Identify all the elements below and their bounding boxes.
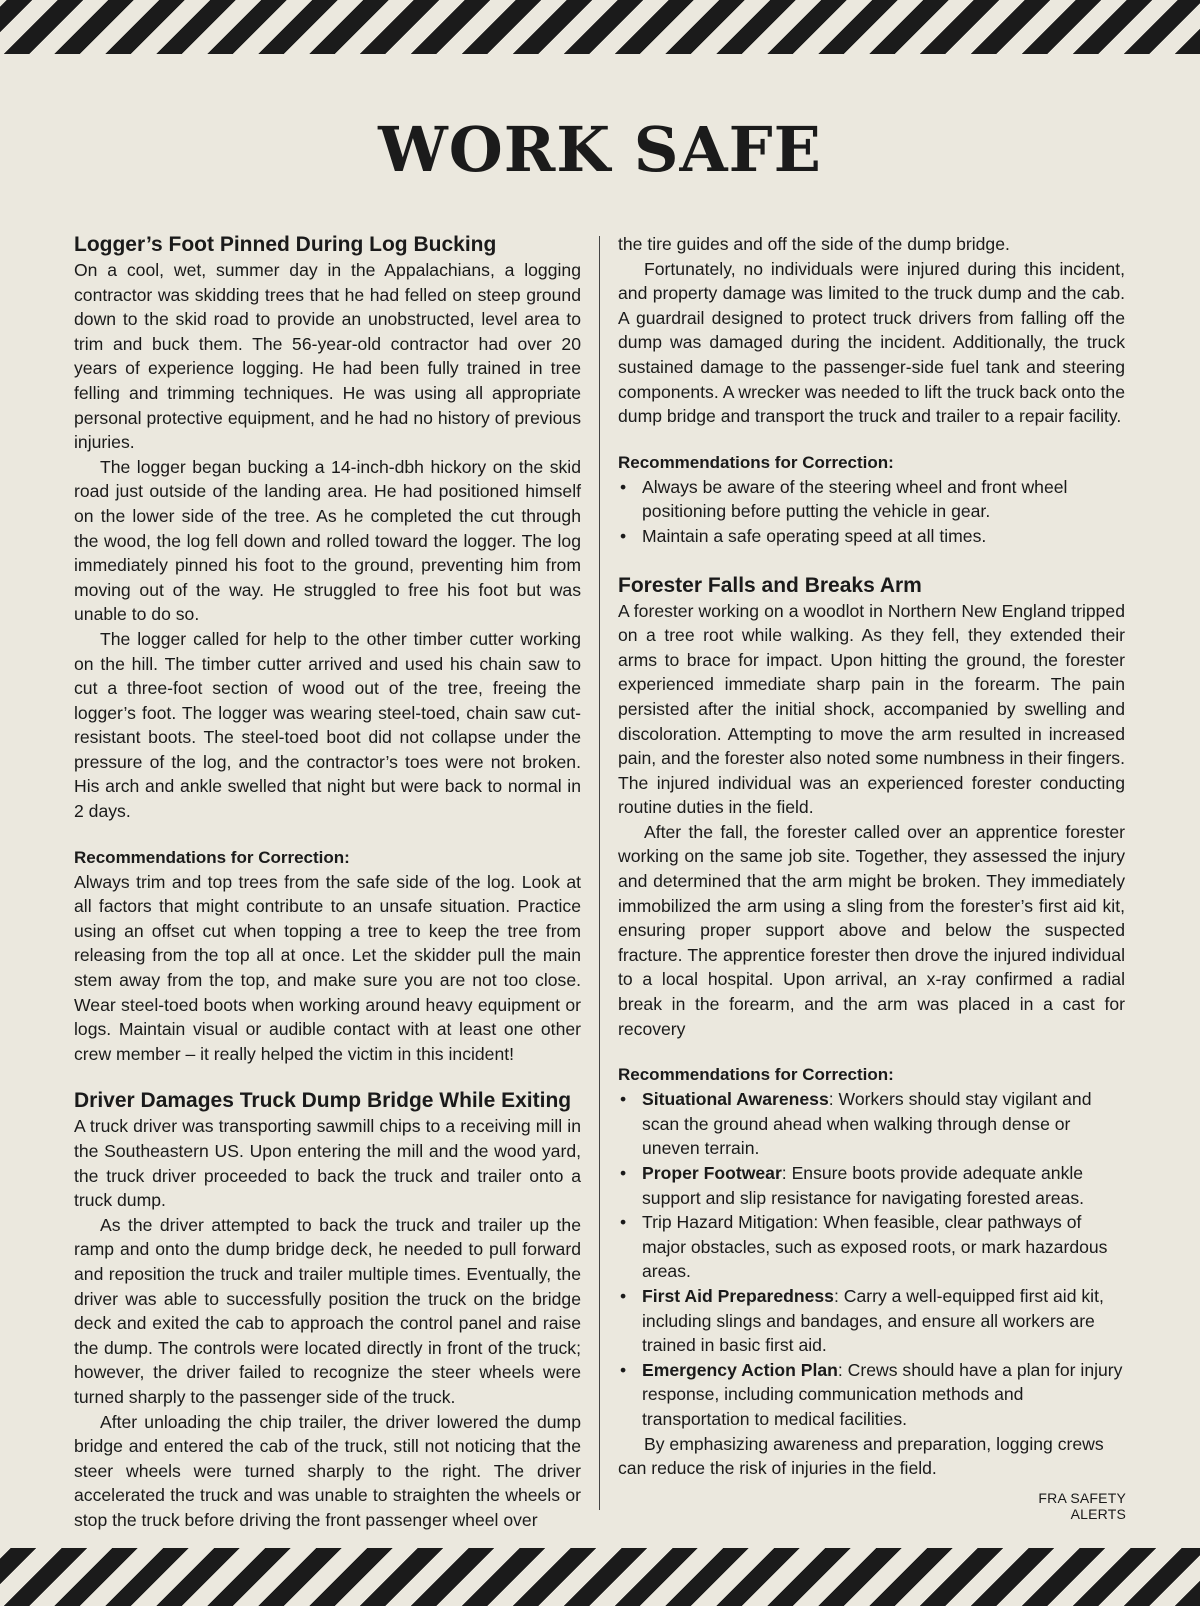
hazard-stripe-bottom (0, 1548, 1200, 1606)
page-title: WORK SAFE (378, 113, 822, 186)
source-credit: FRA SAFETY ALERTS (1038, 1490, 1126, 1522)
article-paragraph: The logger called for help to the other timber cutter working on the hill. The timber cutter arrived and used his chain saw to cut a three-foot section of wood out of the tree, freeing the logger’s foot. The logger was wearing steel-toed, chain saw cut-resistant boots. The steel-toed boot did not collapse under the pressure of the log, and the contractor’s toes were not broken. His arch and ankle swelled that night but were back to normal in 2 days. (74, 628, 581, 822)
column-right (618, 232, 1125, 1481)
article-heading: Forester Falls and Breaks Arm (618, 573, 922, 597)
list-item: • Trip Hazard Mitigation: When feasible, clear pathways of major obstacles, such as exposed roots, or mark hazardous areas. (618, 1210, 1125, 1284)
column-left (74, 232, 581, 1533)
recommendations-heading: Recommendations for Correction: (74, 847, 350, 867)
recommendations-list (618, 1087, 1125, 1431)
article-paragraph: As the driver attempted to back the truck and trailer up the ramp and onto the dump bridge deck, he needed to pull forward and reposition the truck and trailer multiple times. Eventually, the driver was able to successfully position the truck on the bridge deck and exited the cab to approach the control panel and raise the dump. The controls were located directly in front of the truck; however, the driver failed to recognize the steer wheels were turned sharply to the passenger side of the truck. (74, 1214, 581, 1407)
article-heading: Driver Damages Truck Dump Bridge While Exiting (74, 1089, 572, 1113)
article-paragraph: On a cool, wet, summer day in the Appalachians, a logging contractor was skidding trees that he had felled on steep ground down to the skid road to provide an unobstructed, level area to trim and buck them. The 56-year-old contractor had over 20 years of experience logging. He had been fully trained in tree felling and trimming techniques. He was using all appropriate personal protective equipment, and he had no history of previous injuries. (74, 260, 581, 453)
recommendations-text: Always trim and top trees from the safe side of the log. Look at all factors that might contribute to an unsafe situation. Practice using an offset cut when topping a tree to keep the tree from releasing from the top all at once. Let the skidder pull the main stem away from the top, and make sure you are not too close. Wear steel-toed boots when working around heavy equipment or logs. Maintain visual or audible contact with at least one other crew member – it really helped the victim in this incident! (74, 871, 581, 1064)
recommendations-heading: Recommendations for Correction: (618, 1065, 894, 1085)
list-item: • Always be aware of the steering wheel and front wheel positioning before putting the vehicle in gear. (618, 475, 1125, 524)
article-paragraph: the tire guides and off the side of the dump bridge. (618, 234, 1010, 254)
closing-paragraph: By emphasizing awareness and preparation, logging crews can reduce the risk of injuries in the field. (618, 1433, 1104, 1479)
hazard-stripe-top (0, 0, 1200, 54)
article-paragraph: A forester working on a woodlot in Northern New England tripped on a tree root while walking. As they fell, they extended their arms to brace for impact. Upon hitting the ground, the forester experienced immediate sharp pain in the forearm. The pain persisted after the initial shock, accompanied by swelling and discoloration. Attempting to move the arm resulted in increased pain, and the forester also noted some numbness in their fingers. The injured individual was an experienced forester conducting routine duties in the field. (618, 600, 1125, 818)
article-heading: Logger’s Foot Pinned During Log Bucking (74, 233, 497, 256)
column-divider (599, 236, 600, 1510)
article-paragraph: A truck driver was transporting sawmill chips to a receiving mill in the Southeastern US. Upon entering the mill and the wood yard, the truck driver proceeded to back the truck and trailer onto a truck dump. (74, 1116, 581, 1211)
list-item: • Situational Awareness: Workers should stay vigilant and scan the ground ahead when walking through dense or uneven terrain. (618, 1087, 1125, 1161)
list-item: • Proper Footwear: Ensure boots provide adequate ankle support and slip resistance for navigating forested areas. (618, 1161, 1125, 1210)
recommendations-list (618, 475, 1125, 549)
list-item: • Emergency Action Plan: Crews should have a plan for injury response, including communication methods and transportation to medical facilities. (618, 1358, 1125, 1432)
article-paragraph: After the fall, the forester called over an apprentice forester working on the same job site. Together, they assessed the injury and determined that the arm might be broken. They immediately immobilized the arm using a sling from the forester’s first aid kit, ensuring proper support above and below the suspected fracture. The apprentice forester then drove the injured individual to a local hospital. Upon arrival, an x-ray confirmed a radial break in the forearm, and the arm was placed in a cast for recovery (618, 821, 1125, 1039)
article-paragraph: After unloading the chip trailer, the driver lowered the dump bridge and entered the cab of the truck, still not noticing that the steer wheels were turned sharply to the right. The driver accelerated the truck and was unable to straighten the wheels or stop the truck before driving the front passenger wheel over (74, 1411, 581, 1530)
article-paragraph: The logger began bucking a 14-inch-dbh hickory on the skid road just outside of the landing area. He had positioned himself on the lower side of the tree. As he completed the cut through the wood, the log fell down and rolled toward the logger. The log immediately pinned his foot to the ground, preventing him from moving out of the way. He struggled to free his foot but was unable to do so. (74, 456, 581, 625)
recommendations-heading: Recommendations for Correction: (618, 452, 894, 472)
list-item: • First Aid Preparedness: Carry a well-equipped first aid kit, including slings and bandages, and ensure all workers are trained in basic first aid. (618, 1284, 1125, 1358)
list-item: • Maintain a safe operating speed at all times. (618, 524, 1125, 549)
article-paragraph: Fortunately, no individuals were injured during this incident, and property damage was limited to the truck dump and the cab. A guardrail designed to protect truck drivers from falling off the dump was damaged during the incident. Additionally, the truck sustained damage to the passenger-side fuel tank and steering components. A wrecker was needed to lift the truck back onto the dump bridge and transport the truck and trailer to a repair facility. (618, 258, 1125, 427)
